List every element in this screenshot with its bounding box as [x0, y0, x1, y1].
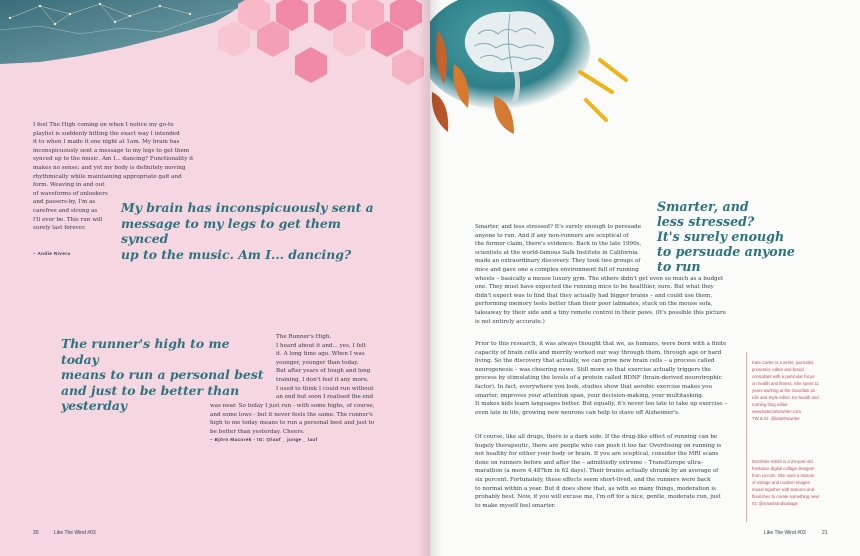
article-paragraph-2: Prior to this research, it was always thought that we, as humans, were born with a finite capacity of brain cells and merrily worked our way through them, through age or hard living. So the discovery that actually, we can grow new brain cells – a process called neurogenesis – was cheering news. Still more so that exercise actually triggers the process by stimulating the levels of a protein called BDNF (brain-derived neurotrophic factor). In fact, everywhere you look, studies show that aerobic exercise makes you smarter, improves your attention span, your decision-making, your multitasking. It makes kids learn languages better. But equally, it's never too late to take up exercise – even late in life, growing new neurons can help to stave off Alzheimer's.: [475, 341, 728, 416]
folio-title-left: Like The Wind #03: [54, 530, 96, 536]
brain-illustration: [430, 0, 650, 140]
article-paragraph-3: Of course, like all drugs, there is a dark side. If the drug-like effect of running can be hugely therapeutic, there are people who can push it too far. Overdosing on running is not healthy for either your body or brain. If you are sceptical, consider the MRI scans done on runners before and after the – admittedly extreme – TransEurope ultra- marathon (a mere 4,487km in 62 days). Their brains actually shrank by an average of six percent. Fortunately, these effects seem short-lived, and the runners were back to normal within a year. But it does show that, as with so many things, moderation is probably best. Now, if you will excuse me, I'm off for a nice, gentle, moderate run, just to make myself feel smarter.: [475, 434, 722, 509]
left-header-artwork: [0, 0, 430, 110]
right-page: [430, 0, 860, 556]
credit-andie-rivera: – Andie Rivera: [33, 251, 71, 256]
folio-title-right: Like The Wind #03: [764, 530, 806, 536]
quote-body: The Runner's High. I heard about it and... yes, I felt it. A long time ago. When I was younger, younger than today. But after years of tough and long training, I don't feel it any more. I used to think I could run without an end but soon I realised the end: [276, 334, 374, 401]
bio-kate-carter: Kate Carter is a writer, journalist, presenter, editor and brand consultant with a particular focus on health and fitness. She spent 11 years working at the Guardian as Life and Style editor. Ex-health and running blog editor. www.katecarterwriter.com TW & IG: @katethewriter: [752, 360, 820, 421]
pull-quote-dancing: My brain has inconspicuously sent a message to my legs to get them synced up to the music. Am I... dancing?: [121, 200, 374, 262]
credit-bjorn-macorek: – Björn Macorek - IG: @lauf _ junge _ lauf: [210, 437, 318, 442]
sidebar-divider: [746, 352, 747, 522]
folio-number-right: 21: [822, 530, 828, 536]
bio-dorothee-smith: Dorothée Smith is a 29-year-old freelance digital collage designer from Lincoln. She uses a mixture of vintage and modern images mixed together with textures and flourishes to create something new! IG: @smashandsalvage: [752, 459, 820, 506]
article-paragraph-1: Smarter, and less stressed? It's surely enough to persuade anyone to run. And if any non-runners are sceptical of the former claim, there's evidence. Back in the late 1990s, scientists at the world-famous Salk Institute in California made an extraordinary discovery. They took two groups of mice and gave one a complex environment full of running wheels – basically a mouse luxury gym. The others didn't get even so much as a budget one. They must have expected the running mice to be healthier, sure. But what they didn't expect was to find that they actually had bigger brains – and could use them, performing memory tests better than their poor labmates, stuck on the mouse sofa, takeaway by their side and a tiny remote control in their paws. (It's possible this picture is not entirely accurate.): [475, 224, 726, 325]
folio-number-left: 20: [33, 530, 39, 536]
intro-paragraph: I feel The High coming on when I notice my go-to playlist is suddenly hitting the exact way I intended it to when I made it one night at 1am. My brain has inconspicuously sent a message to my legs to get them synced up to the music. Am I... dancing? Functionality it makes no sense; and yet my body is definitely moving rhythmically while maintaining appropriate gait and form. Weaving in and out of waveforms of onlookers and passers-by, I'm as carefree and strong as I'll ever be. This run will surely last forever.: [33, 122, 194, 232]
pull-quote-personal-best: The runner's high to me today means to run a personal best and just to be better than yesterday: [61, 336, 264, 414]
pull-quote-smarter: Smarter, and less stressed? It's surely enough to persuade anyone to run: [657, 199, 795, 274]
quote-body-wide: was near. So today I just run - with some highs, of course, and some lows - but it never feels the same. The runner's high to me today means to run a personal best and just to be better than yesterday. Cheers.: [210, 403, 375, 435]
